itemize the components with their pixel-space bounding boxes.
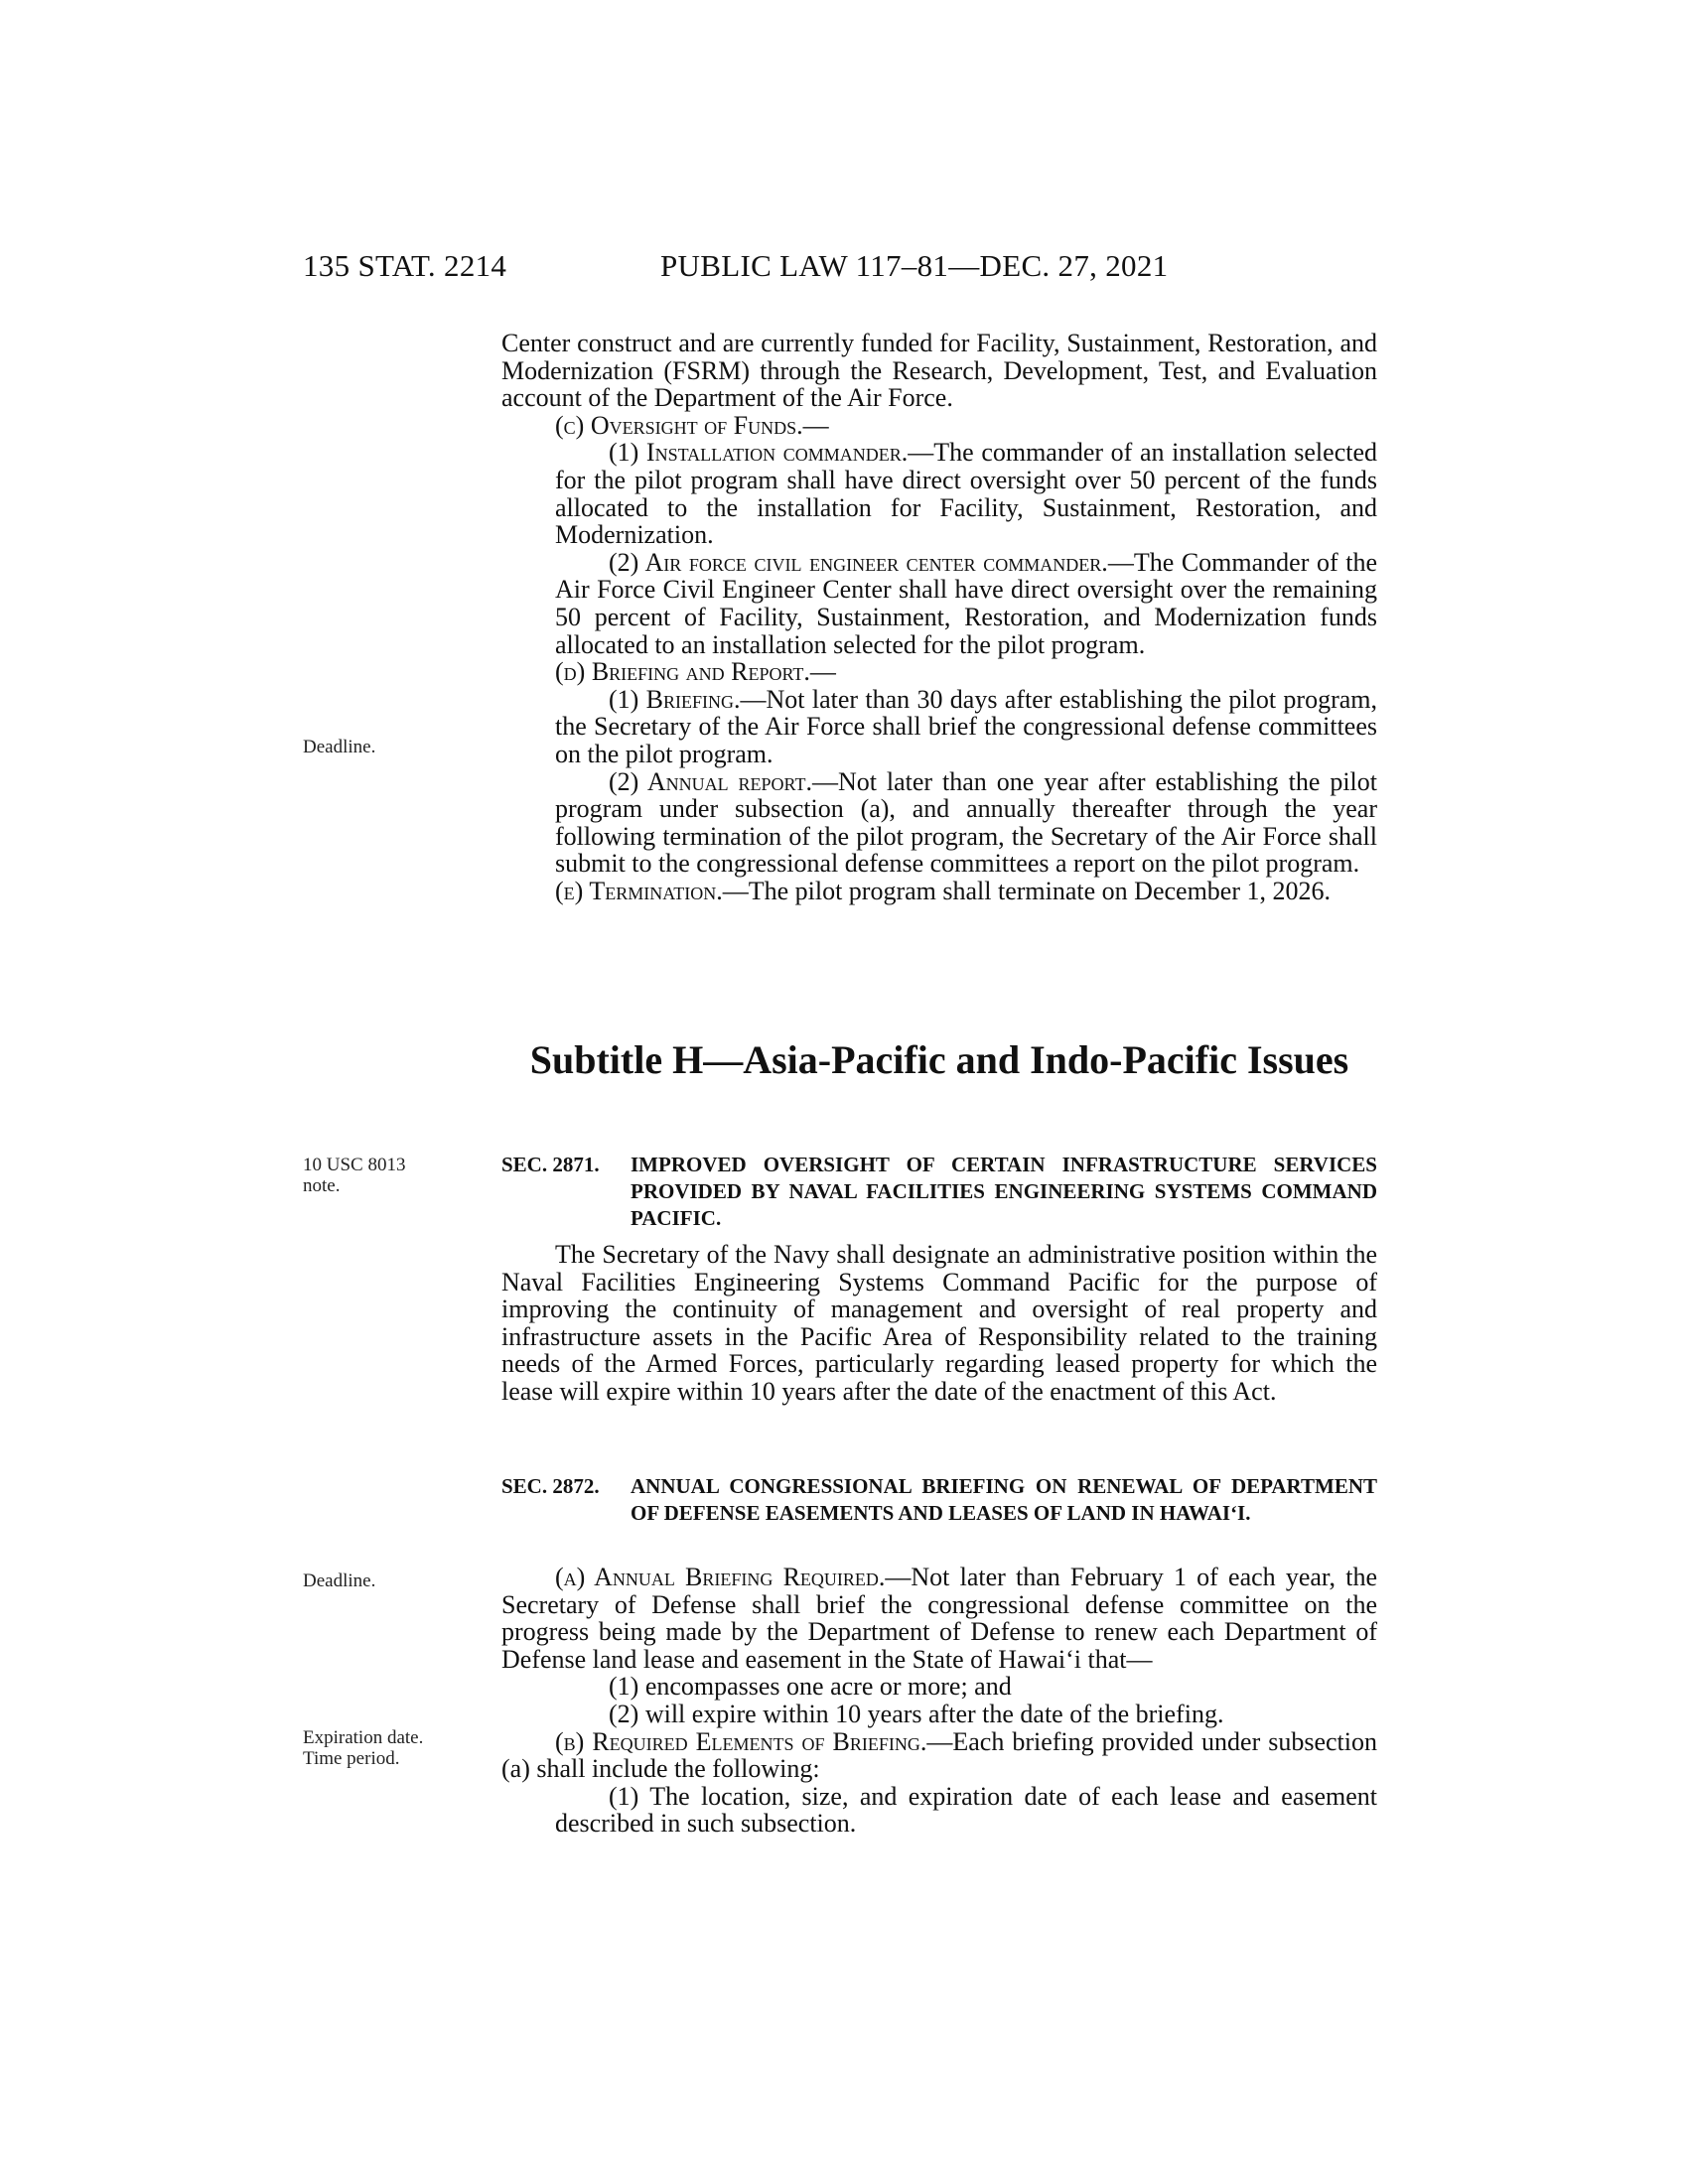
subsection-a: (a) Annual Briefing Required.—Not later than February 1 of each year, the Secretary of Defense shall brief the congressional defense committee on the progress being made by the Department of Defense to renew each Department of Defense land lease and easement in the State of Hawai‘i that— — [501, 1563, 1377, 1674]
section-2871-heading — [501, 1152, 1377, 1232]
paragraph-c2: (2) Air force civil engineer center commander.—The Commander of the Air Force Civil Engineer Center shall have direct oversight over the remaining 50 percent of Facility, Sustainment, Restoration, and Modernization funds allocated to an installation selected for the pilot program. — [555, 547, 1378, 659]
section-title: ANNUAL CONGRESSIONAL BRIEFING ON RENEWAL OF DEPARTMENT OF DEFENSE EASEMENTS AND LEASES OF LAND IN HAWAI‘I. — [631, 1474, 1377, 1525]
public-law-citation: PUBLIC LAW 117–81—DEC. 27, 2021 — [660, 248, 1169, 283]
section-number: SEC. 2872. — [501, 1474, 600, 1498]
section-title: IMPROVED OVERSIGHT OF CERTAIN INFRASTRUCTURE SERVICES PROVIDED BY NAVAL FACILITIES ENGINEERING SYSTEMS COMMAND PACIFIC. — [631, 1153, 1377, 1230]
stat-page-number: 135 STAT. 2214 — [303, 248, 507, 283]
section-2872-body — [501, 1564, 1377, 1838]
margin-note-usc: 10 USC 8013 note. — [303, 1155, 406, 1196]
section-2872-heading — [501, 1473, 1377, 1527]
section-number: SEC. 2871. — [501, 1153, 600, 1176]
subsection-b: (b) Required Elements of Briefing.—Each briefing provided under subsection (a) shall include the following: — [501, 1726, 1377, 1784]
body-text-top — [501, 330, 1377, 904]
subsection-d-heading: (d) Briefing and Report.— — [555, 657, 836, 687]
section-2871-text: The Secretary of the Navy shall designate an administrative position within the Naval Facilities Engineering Systems Command Pacific for the purpose of improving the continuity of management and oversight of real property and infrastructure assets in the Pacific Area of Responsibility related to the training needs of the Armed Forces, particularly regarding leased property for which the lease will expire within 10 years after the date of the enactment of this Act. — [501, 1240, 1377, 1406]
subtitle-heading: Subtitle H—Asia-Pacific and Indo-Pacific Issues — [529, 1037, 1349, 1082]
margin-note-expiration: Expiration date. Time period. — [303, 1727, 424, 1769]
paragraph-a1: (1) encompasses one acre or more; and — [609, 1672, 1012, 1702]
continued-paragraph: Center construct and are currently funded for Facility, Sustainment, Restoration, and Modernization (FSRM) through the Research, Development, Test, and Evaluation account of the Department of the Air Force. — [501, 329, 1377, 413]
section-2871-body — [501, 1241, 1377, 1406]
subsection-c-heading: (c) Oversight of Funds.— — [555, 410, 829, 440]
paragraph-b1: (1) The location, size, and expiration date of each lease and easement described in such subsection. — [555, 1781, 1377, 1839]
paragraph-d1: (1) Briefing.—Not later than 30 days after establishing the pilot program, the Secretary of the Air Force shall brief the congressional defense committees on the pilot program. — [555, 684, 1378, 768]
margin-note-deadline: Deadline. — [303, 1570, 376, 1591]
paragraph-c1: (1) Installation commander.—The commander of an installation selected for the pilot program shall have direct oversight over 50 percent of the funds allocated to the installation for Facility, Sustainment, Restoration, and Modernization. — [555, 438, 1377, 550]
subsection-e: (e) Termination.—The pilot program shall terminate on December 1, 2026. — [555, 876, 1331, 905]
paragraph-d2: (2) Annual report.—Not later than one year after establishing the pilot program under subsection (a), and annually thereafter through the year following termination of the pilot program, the Secretary of the Air Force shall submit to the congressional defense committees a report on the pilot program. — [555, 766, 1377, 879]
margin-note-deadline: Deadline. — [303, 737, 376, 757]
paragraph-a2: (2) will expire within 10 years after the date of the briefing. — [609, 1699, 1224, 1728]
